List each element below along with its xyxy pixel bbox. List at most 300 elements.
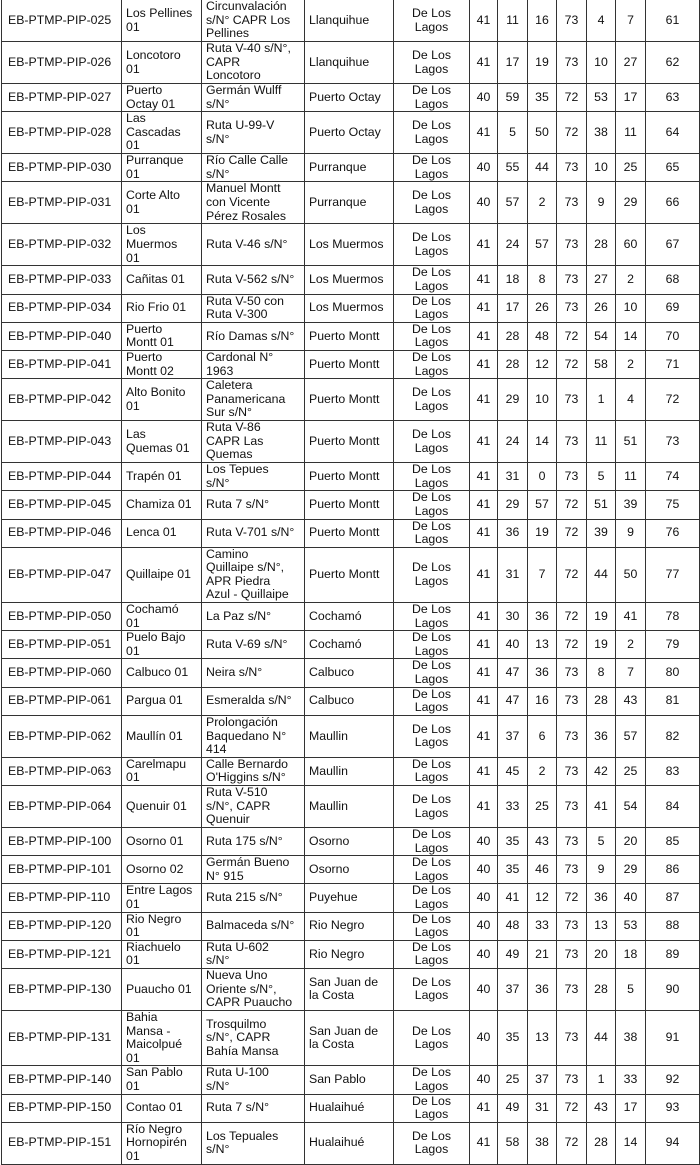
cell-item-number: 68 [646,266,700,294]
cell-lat-min: 28 [498,322,528,350]
cell-site-name: Río Negro Hornopirén 01 [122,1122,202,1164]
table-row [2,322,700,350]
cell-lat-sec: 21 [528,940,557,968]
cell-lon-deg: 72 [557,112,587,154]
cell-site-name: Corte Alto 01 [122,182,202,224]
cell-lat-min: 18 [498,266,528,294]
cell-lon-deg: 73 [557,0,587,42]
cell-lat-min: 37 [498,968,528,1010]
cell-lat-sec: 2 [528,182,557,224]
cell-station-id: EB-PTMP-PIP-063 [2,757,122,785]
cell-commune: Purranque [305,182,394,224]
cell-lat-deg: 40 [470,154,498,182]
cell-lat-sec: 13 [528,1010,557,1065]
cell-lat-deg: 41 [470,224,498,266]
cell-item-number: 70 [646,322,700,350]
table-row [2,856,700,884]
cell-item-number: 85 [646,828,700,856]
cell-lat-deg: 41 [470,547,498,602]
cell-lon-min: 38 [587,112,616,154]
cell-lon-sec: 14 [616,322,646,350]
cell-item-number: 81 [646,687,700,715]
cell-lat-sec: 19 [528,519,557,547]
cell-station-id: EB-PTMP-PIP-051 [2,631,122,659]
cell-lon-deg: 72 [557,884,587,912]
cell-site-name: Cochamó 01 [122,603,202,631]
cell-region: De Los Lagos [394,294,470,322]
cell-region: De Los Lagos [394,350,470,378]
cell-lon-sec: 5 [616,968,646,1010]
cell-commune: Maullin [305,757,394,785]
cell-lat-sec: 50 [528,112,557,154]
cell-lat-deg: 41 [470,491,498,519]
cell-commune: Calbuco [305,687,394,715]
table-row [2,715,700,757]
cell-address: Circunvalación s/N° CAPR Los Pellines [202,0,305,42]
cell-address: Ruta V-510 s/N°, CAPR Quenuir [202,786,305,828]
cell-commune: Puerto Montt [305,421,394,463]
cell-item-number: 84 [646,786,700,828]
cell-lat-min: 29 [498,491,528,519]
cell-station-id: EB-PTMP-PIP-131 [2,1010,122,1065]
cell-lat-min: 31 [498,547,528,602]
cell-station-id: EB-PTMP-PIP-061 [2,687,122,715]
cell-lat-min: 55 [498,154,528,182]
cell-item-number: 86 [646,856,700,884]
cell-lat-min: 29 [498,379,528,421]
table-row [2,154,700,182]
cell-address: Ruta U-99-V s/N° [202,112,305,154]
cell-station-id: EB-PTMP-PIP-100 [2,828,122,856]
cell-commune: Puerto Montt [305,547,394,602]
cell-lon-min: 5 [587,828,616,856]
cell-item-number: 72 [646,379,700,421]
cell-station-id: EB-PTMP-PIP-033 [2,266,122,294]
cell-site-name: Alto Bonito 01 [122,379,202,421]
cell-lon-deg: 73 [557,715,587,757]
table-row [2,266,700,294]
cell-lat-deg: 41 [470,42,498,84]
cell-lon-min: 28 [587,968,616,1010]
cell-item-number: 77 [646,547,700,602]
cell-lat-deg: 41 [470,463,498,491]
cell-lon-deg: 73 [557,757,587,785]
cell-lon-deg: 73 [557,463,587,491]
cell-lat-min: 49 [498,1094,528,1122]
cell-lat-sec: 48 [528,322,557,350]
cell-commune: Puerto Octay [305,112,394,154]
cell-lat-sec: 57 [528,491,557,519]
cell-region: De Los Lagos [394,84,470,112]
cell-item-number: 69 [646,294,700,322]
cell-lon-sec: 51 [616,421,646,463]
cell-lat-min: 59 [498,84,528,112]
cell-lon-min: 19 [587,603,616,631]
cell-lon-sec: 18 [616,940,646,968]
cell-commune: Rio Negro [305,912,394,940]
cell-commune: San Juan de la Costa [305,1010,394,1065]
cell-region: De Los Lagos [394,421,470,463]
cell-site-name: Osorno 01 [122,828,202,856]
cell-station-id: EB-PTMP-PIP-027 [2,84,122,112]
cell-station-id: EB-PTMP-PIP-150 [2,1094,122,1122]
cell-station-id: EB-PTMP-PIP-045 [2,491,122,519]
table-row [2,1094,700,1122]
cell-lon-min: 44 [587,1010,616,1065]
cell-lat-sec: 10 [528,379,557,421]
stations-table [1,0,700,1165]
cell-region: De Los Lagos [394,519,470,547]
cell-lon-sec: 7 [616,0,646,42]
cell-commune: San Pablo [305,1066,394,1094]
cell-lat-sec: 6 [528,715,557,757]
cell-lat-sec: 57 [528,224,557,266]
cell-lat-sec: 37 [528,1066,557,1094]
cell-commune: Osorno [305,828,394,856]
cell-lat-sec: 2 [528,757,557,785]
cell-site-name: Puerto Octay 01 [122,84,202,112]
cell-region: De Los Lagos [394,715,470,757]
cell-lat-min: 36 [498,519,528,547]
cell-item-number: 93 [646,1094,700,1122]
cell-commune: Osorno [305,856,394,884]
cell-lon-deg: 73 [557,659,587,687]
cell-station-id: EB-PTMP-PIP-032 [2,224,122,266]
table-row [2,631,700,659]
cell-lon-sec: 7 [616,659,646,687]
cell-lat-min: 33 [498,786,528,828]
cell-site-name: Calbuco 01 [122,659,202,687]
cell-lon-min: 11 [587,421,616,463]
cell-station-id: EB-PTMP-PIP-025 [2,0,122,42]
cell-address: Río Calle Calle s/N° [202,154,305,182]
cell-lat-deg: 41 [470,786,498,828]
cell-lon-min: 44 [587,547,616,602]
cell-lon-sec: 4 [616,379,646,421]
table-row [2,1066,700,1094]
cell-lon-sec: 33 [616,1066,646,1094]
cell-site-name: Los Pellines 01 [122,0,202,42]
cell-site-name: Lenca 01 [122,519,202,547]
cell-item-number: 80 [646,659,700,687]
cell-lon-min: 4 [587,0,616,42]
cell-site-name: Trapén 01 [122,463,202,491]
cell-lat-sec: 43 [528,828,557,856]
cell-lat-sec: 31 [528,1094,557,1122]
cell-lat-deg: 40 [470,884,498,912]
cell-station-id: EB-PTMP-PIP-101 [2,856,122,884]
cell-lon-sec: 17 [616,1094,646,1122]
table-row [2,0,700,42]
cell-address: Ruta 7 s/N° [202,1094,305,1122]
cell-commune: Calbuco [305,659,394,687]
table-body [2,0,700,1164]
cell-lon-deg: 73 [557,968,587,1010]
cell-lon-min: 5 [587,463,616,491]
table-row [2,884,700,912]
cell-item-number: 62 [646,42,700,84]
cell-site-name: Rio Frio 01 [122,294,202,322]
cell-lon-deg: 73 [557,1010,587,1065]
cell-lon-deg: 73 [557,294,587,322]
cell-lat-deg: 40 [470,968,498,1010]
table-row [2,1122,700,1164]
cell-lon-deg: 73 [557,912,587,940]
cell-lon-min: 19 [587,631,616,659]
cell-lat-deg: 41 [470,631,498,659]
cell-region: De Los Lagos [394,631,470,659]
cell-station-id: EB-PTMP-PIP-041 [2,350,122,378]
cell-address: Ruta 215 s/N° [202,884,305,912]
cell-region: De Los Lagos [394,491,470,519]
cell-lon-sec: 14 [616,1122,646,1164]
cell-region: De Los Lagos [394,1010,470,1065]
cell-item-number: 89 [646,940,700,968]
cell-site-name: San Pablo 01 [122,1066,202,1094]
cell-lat-min: 47 [498,687,528,715]
cell-address: Ruta U-100 s/N° [202,1066,305,1094]
cell-lon-deg: 73 [557,42,587,84]
cell-site-name: Contao 01 [122,1094,202,1122]
cell-lon-deg: 73 [557,687,587,715]
cell-commune: Maullin [305,786,394,828]
cell-commune: Llanquihue [305,0,394,42]
cell-address: Cardonal N° 1963 [202,350,305,378]
cell-station-id: EB-PTMP-PIP-130 [2,968,122,1010]
cell-lat-deg: 41 [470,1122,498,1164]
cell-lat-deg: 41 [470,603,498,631]
cell-lon-deg: 73 [557,266,587,294]
cell-lon-deg: 73 [557,154,587,182]
cell-lat-sec: 0 [528,463,557,491]
cell-lon-deg: 73 [557,856,587,884]
cell-region: De Los Lagos [394,42,470,84]
cell-lat-deg: 40 [470,940,498,968]
cell-item-number: 94 [646,1122,700,1164]
cell-lat-min: 40 [498,631,528,659]
cell-lat-sec: 35 [528,84,557,112]
cell-lat-deg: 41 [470,0,498,42]
cell-address: Caletera Panamericana Sur s/N° [202,379,305,421]
table-row [2,940,700,968]
table-row [2,294,700,322]
cell-commune: Puerto Montt [305,519,394,547]
cell-lon-deg: 72 [557,1122,587,1164]
cell-lon-deg: 72 [557,84,587,112]
cell-lat-min: 31 [498,463,528,491]
cell-address: Ruta V-46 s/N° [202,224,305,266]
cell-region: De Los Lagos [394,1066,470,1094]
cell-lon-min: 36 [587,884,616,912]
table-row [2,519,700,547]
cell-lon-min: 13 [587,912,616,940]
cell-lon-deg: 72 [557,519,587,547]
cell-address: Ruta V-50 con Ruta V-300 [202,294,305,322]
cell-region: De Los Lagos [394,112,470,154]
table-row [2,1010,700,1065]
cell-lon-sec: 25 [616,154,646,182]
cell-station-id: EB-PTMP-PIP-120 [2,912,122,940]
cell-commune: Los Muermos [305,266,394,294]
cell-lon-sec: 60 [616,224,646,266]
cell-commune: Puerto Montt [305,491,394,519]
cell-commune: Puerto Montt [305,379,394,421]
cell-lon-deg: 73 [557,379,587,421]
cell-station-id: EB-PTMP-PIP-151 [2,1122,122,1164]
cell-region: De Los Lagos [394,379,470,421]
cell-station-id: EB-PTMP-PIP-064 [2,786,122,828]
cell-lon-min: 53 [587,84,616,112]
table-row [2,112,700,154]
cell-lon-min: 8 [587,659,616,687]
cell-lat-sec: 25 [528,786,557,828]
cell-lon-deg: 72 [557,631,587,659]
cell-lon-sec: 17 [616,84,646,112]
cell-region: De Los Lagos [394,603,470,631]
cell-region: De Los Lagos [394,224,470,266]
cell-lat-sec: 38 [528,1122,557,1164]
cell-lon-sec: 29 [616,182,646,224]
cell-address: Los Tepues s/N° [202,463,305,491]
cell-lon-min: 20 [587,940,616,968]
cell-item-number: 61 [646,0,700,42]
cell-item-number: 91 [646,1010,700,1065]
cell-station-id: EB-PTMP-PIP-031 [2,182,122,224]
table-row [2,687,700,715]
cell-lat-min: 5 [498,112,528,154]
cell-lon-deg: 72 [557,1094,587,1122]
cell-region: De Los Lagos [394,659,470,687]
cell-item-number: 71 [646,350,700,378]
cell-commune: Puyehue [305,884,394,912]
cell-site-name: Cañitas 01 [122,266,202,294]
cell-lon-min: 1 [587,379,616,421]
cell-lat-min: 35 [498,856,528,884]
cell-address: Ruta 7 s/N° [202,491,305,519]
cell-site-name: Puerto Montt 01 [122,322,202,350]
table-row [2,757,700,785]
cell-address: Calle Bernardo O'Higgins s/N° [202,757,305,785]
cell-region: De Los Lagos [394,154,470,182]
cell-site-name: Las Cascadas 01 [122,112,202,154]
cell-lat-sec: 14 [528,421,557,463]
cell-commune: Hualaihué [305,1094,394,1122]
cell-lat-sec: 19 [528,42,557,84]
cell-lat-min: 28 [498,350,528,378]
cell-lat-deg: 41 [470,757,498,785]
cell-station-id: EB-PTMP-PIP-121 [2,940,122,968]
cell-lat-sec: 8 [528,266,557,294]
cell-lat-deg: 41 [470,266,498,294]
cell-lon-min: 28 [587,1122,616,1164]
cell-region: De Los Lagos [394,940,470,968]
cell-lat-sec: 26 [528,294,557,322]
table-row [2,968,700,1010]
cell-lon-min: 26 [587,294,616,322]
cell-lon-deg: 73 [557,940,587,968]
cell-lat-deg: 41 [470,294,498,322]
cell-address: Ruta U-602 s/N° [202,940,305,968]
cell-commune: Puerto Montt [305,463,394,491]
cell-station-id: EB-PTMP-PIP-140 [2,1066,122,1094]
cell-lat-deg: 41 [470,519,498,547]
cell-item-number: 63 [646,84,700,112]
cell-site-name: Quillaipe 01 [122,547,202,602]
cell-lon-deg: 73 [557,421,587,463]
cell-region: De Los Lagos [394,757,470,785]
cell-lat-min: 49 [498,940,528,968]
cell-lon-min: 9 [587,856,616,884]
cell-address: Ruta 175 s/N° [202,828,305,856]
table-row [2,603,700,631]
cell-item-number: 92 [646,1066,700,1094]
cell-lat-sec: 44 [528,154,557,182]
cell-region: De Los Lagos [394,322,470,350]
cell-site-name: Purranque 01 [122,154,202,182]
cell-lon-min: 28 [587,687,616,715]
cell-lon-sec: 2 [616,350,646,378]
cell-station-id: EB-PTMP-PIP-047 [2,547,122,602]
cell-lon-sec: 50 [616,547,646,602]
cell-site-name: Riachuelo 01 [122,940,202,968]
cell-site-name: Las Quemas 01 [122,421,202,463]
cell-lon-sec: 11 [616,112,646,154]
cell-lon-deg: 73 [557,786,587,828]
cell-commune: Los Muermos [305,294,394,322]
cell-lat-sec: 12 [528,350,557,378]
table-row [2,350,700,378]
cell-lon-sec: 9 [616,519,646,547]
cell-commune: Hualaihué [305,1122,394,1164]
cell-address: Ruta V-40 s/N°, CAPR Loncotoro [202,42,305,84]
cell-item-number: 82 [646,715,700,757]
cell-region: De Los Lagos [394,856,470,884]
cell-address: Ruta V-69 s/N° [202,631,305,659]
cell-address: Germán Wulff s/N° [202,84,305,112]
table-row [2,659,700,687]
cell-site-name: Bahia Mansa - Maicolpué 01 [122,1010,202,1065]
cell-lat-deg: 41 [470,379,498,421]
cell-lat-deg: 41 [470,112,498,154]
cell-lat-min: 17 [498,294,528,322]
cell-station-id: EB-PTMP-PIP-044 [2,463,122,491]
cell-site-name: Loncotoro 01 [122,42,202,84]
cell-lat-deg: 40 [470,828,498,856]
cell-station-id: EB-PTMP-PIP-028 [2,112,122,154]
cell-region: De Los Lagos [394,266,470,294]
cell-lat-sec: 7 [528,547,557,602]
table-row [2,491,700,519]
cell-address: Ruta V-701 s/N° [202,519,305,547]
cell-lon-min: 51 [587,491,616,519]
cell-region: De Los Lagos [394,786,470,828]
cell-commune: Purranque [305,154,394,182]
cell-lon-sec: 2 [616,266,646,294]
cell-lon-sec: 25 [616,757,646,785]
cell-lat-deg: 40 [470,84,498,112]
cell-region: De Los Lagos [394,182,470,224]
table-row [2,547,700,602]
cell-lat-sec: 36 [528,659,557,687]
cell-lon-sec: 41 [616,603,646,631]
cell-lon-min: 58 [587,350,616,378]
table-row [2,379,700,421]
cell-lat-deg: 41 [470,421,498,463]
cell-lon-min: 10 [587,154,616,182]
cell-station-id: EB-PTMP-PIP-043 [2,421,122,463]
cell-lat-min: 17 [498,42,528,84]
cell-item-number: 66 [646,182,700,224]
